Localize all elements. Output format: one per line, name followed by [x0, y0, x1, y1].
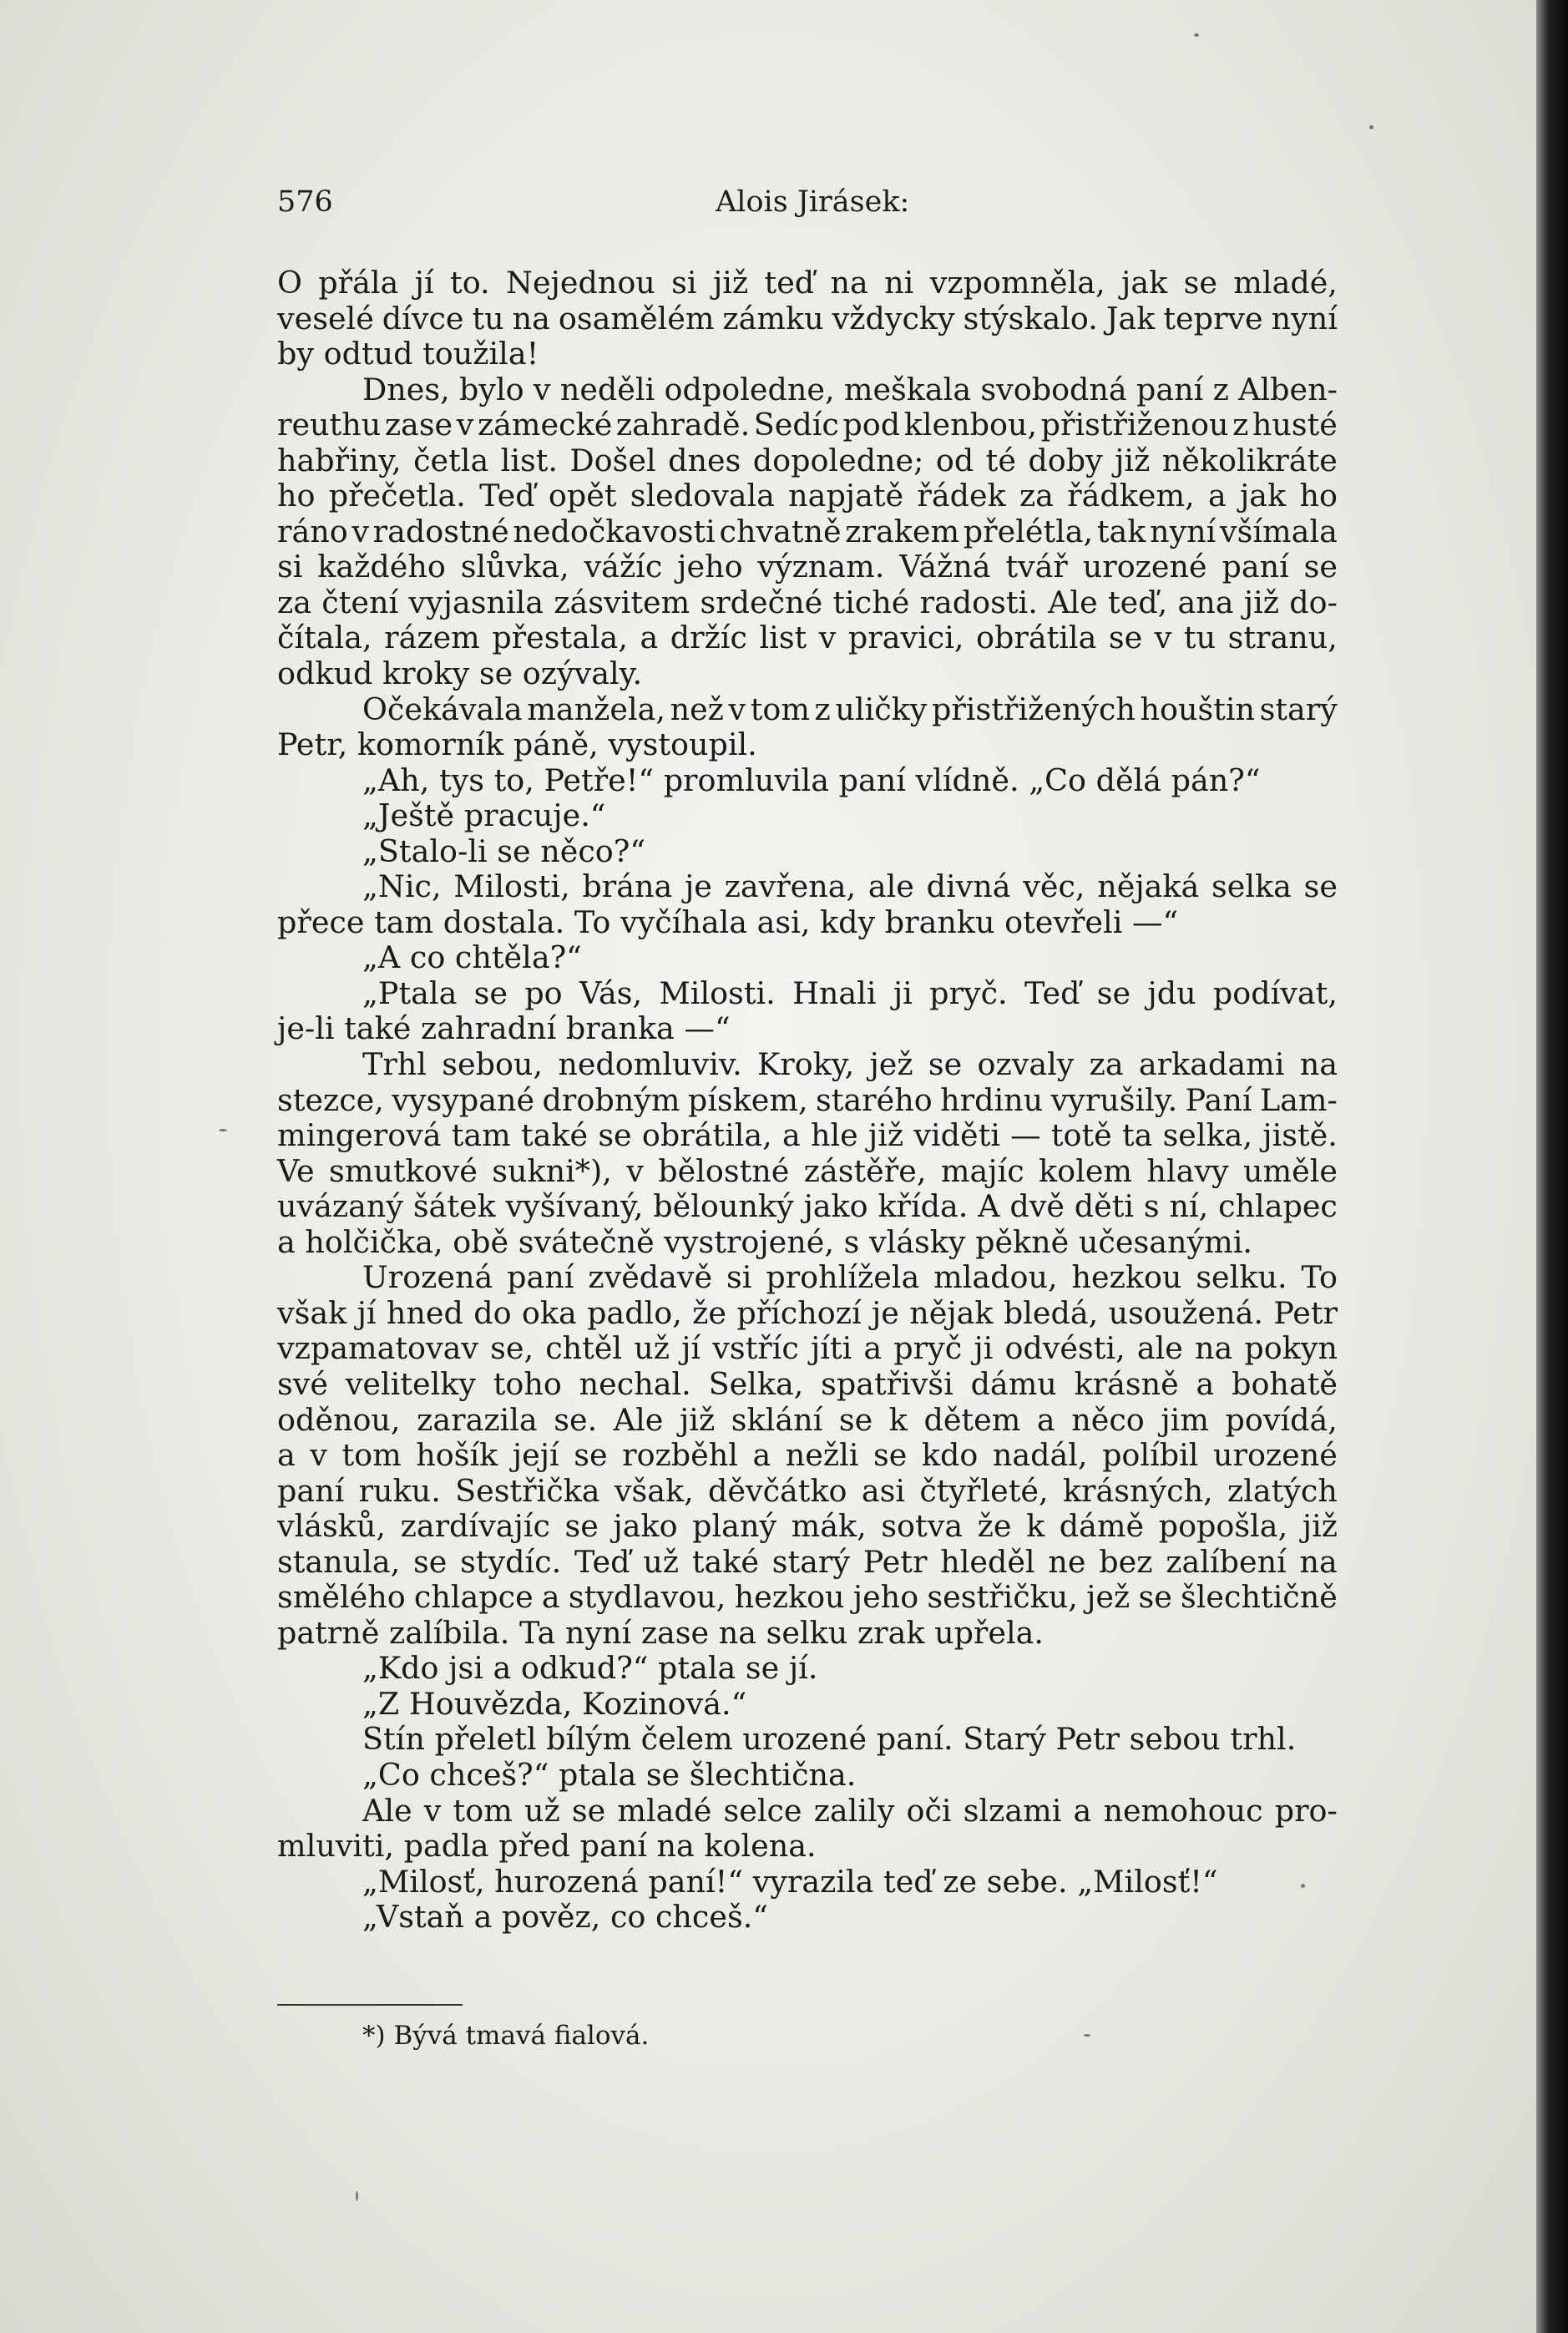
text-line: Očekávala manžela, než v tom z uličky přistřižených houštin starý	[362, 691, 1338, 727]
text-line: a v tom hošík její se rozběhl a nežli se kdo nadál, políbil urozené	[277, 1437, 1338, 1474]
text-line: Petr, komorník páně, vystoupil.	[277, 726, 757, 763]
text-line: své velitelky toho nechal. Selka, spatřivši dámu krásně a bohatě	[277, 1365, 1338, 1402]
scan-edge	[1536, 0, 1568, 2333]
text-line: ráno v radostné nedočkavosti chvatně zrakem přelétla, tak nyní všímala	[277, 513, 1338, 549]
text-line: „A co chtěla?“	[362, 939, 582, 976]
page-header	[277, 185, 1338, 227]
text-line: odkud kroky se ozývaly.	[277, 655, 643, 692]
text-line: „Z Houvězda, Kozinová.“	[362, 1685, 747, 1722]
text-line: přece tam dostala. To vyčíhala asi, kdy branku otevřeli —“	[277, 903, 1179, 940]
text-line: Ve smutkové sukni*), v bělostné zástěře, majíc kolem hlavy uměle	[277, 1152, 1338, 1189]
text-line: však jí hned do oka padlo, že příchozí je nějak bledá, usoužená. Petr	[277, 1294, 1338, 1331]
text-line: Ale v tom už se mladé selce zalily oči slzami a nemohouc pro-	[362, 1792, 1338, 1829]
text-line: by odtud toužila!	[277, 336, 539, 372]
text-line: Trhl sebou, nedomluviv. Kroky, jež se ozvaly za arkadami na	[362, 1046, 1338, 1083]
text-line: uvázaný šátek vyšívaný, bělounký jako křída. A dvě děti s ní, chlapec	[277, 1188, 1338, 1225]
text-line: stanula, se stydíc. Teď už také starý Petr hleděl ne bez zalíbení na	[277, 1543, 1338, 1580]
text-line: „Ještě pracuje.“	[362, 797, 606, 834]
text-line: „Milosť, hurozená paní!“ vyrazila teď ze sebe. „Milosť!“	[362, 1863, 1218, 1900]
text-line: patrně zalíbila. Ta nyní zase na selku zrak upřela.	[277, 1614, 1044, 1651]
text-line: oděnou, zarazila se. Ale již sklání se k dětem a něco jim povídá,	[277, 1401, 1338, 1438]
text-line: mluviti, padla před paní na kolena.	[277, 1828, 817, 1865]
text-line: reuthu zase v zámecké zahradě. Sedíc pod klenbou, přistřiženou z husté	[277, 407, 1338, 443]
text-line: „Kdo jsi a odkud?“ ptala se jí.	[362, 1650, 818, 1687]
text-line: a holčička, obě svátečně vystrojené, s vlásky pěkně učesanými.	[277, 1223, 1252, 1260]
text-line: stezce, vysypané drobným pískem, starého hrdinu vyrušily. Paní Lam-	[277, 1081, 1338, 1118]
text-line: vlásků, zardívajíc se jako planý mák, sotva že k dámě popošla, již	[277, 1508, 1338, 1545]
text-line: veselé dívce tu na osamělém zámku vždycky stýskalo. Jak teprve nyní	[277, 300, 1338, 337]
text-line: „Co chceš?“ ptala se šlechtična.	[362, 1756, 857, 1793]
text-line: „Stalo-li se něco?“	[362, 832, 645, 869]
text-line: smělého chlapce a stydlavou, hezkou jeho sestřičku, jež se šlechtičně	[277, 1579, 1338, 1616]
text-line: „Ptala se po Vás, Milosti. Hnali ji pryč. Teď se jdu podívat,	[362, 974, 1338, 1011]
text-line: „Nic, Milosti, brána je zavřena, ale divná věc, nějaká selka se	[362, 868, 1338, 905]
text-line: za čtení vyjasnila zásvitem srdečné tiché radosti. Ale teď, ana již do-	[277, 584, 1338, 620]
page-number: 576	[277, 185, 333, 219]
text-line: si každého slůvka, vážíc jeho význam. Vážná tvář urozené paní se	[277, 549, 1338, 585]
text-line: „Vstaň a pověz, co chceš.“	[362, 1899, 768, 1936]
text-line: Dnes, bylo v neděli odpoledne, meškala svobodná paní z Alben-	[362, 371, 1338, 407]
footnote-rule	[277, 2004, 463, 2006]
text-line: Urozená paní zvědavě si prohlížela mladou, hezkou selku. To	[362, 1259, 1338, 1296]
text-line: vzpamatovav se, chtěl už jí vstříc jíti a pryč ji odvésti, ale na pokyn	[277, 1330, 1338, 1367]
body-text	[277, 266, 1338, 1936]
text-line: Stín přeletl bílým čelem urozené paní. Starý Petr sebou trhl.	[362, 1721, 1297, 1758]
text-line: „Ah, tys to, Petře!“ promluvila paní vlídně. „Co dělá pán?“	[362, 762, 1261, 798]
text-line: mingerová tam také se obrátila, a hle již viděti — totě ta selka, jistě.	[277, 1117, 1338, 1154]
text-line: paní ruku. Sestřička však, děvčátko asi čtyřleté, krásných, zlatých	[277, 1472, 1338, 1509]
running-title: Alois Jirásek:	[716, 185, 910, 219]
text-line: O přála jí to. Nejednou si již teď na ni vzpomněla, jak se mladé,	[277, 265, 1338, 301]
text-line: habřiny, četla list. Došel dnes dopoledne; od té doby již několikráte	[277, 442, 1338, 478]
footnote: *) Bývá tmavá fialová.	[362, 2021, 650, 2051]
text-line: ho přečetla. Teď opět sledovala napjatě řádek za řádkem, a jak ho	[277, 478, 1338, 514]
text-line: čítala, rázem přestala, a držíc list v pravici, obrátila se v tu stranu,	[277, 620, 1338, 656]
text-line: je-li také zahradní branka —“	[277, 1010, 731, 1047]
